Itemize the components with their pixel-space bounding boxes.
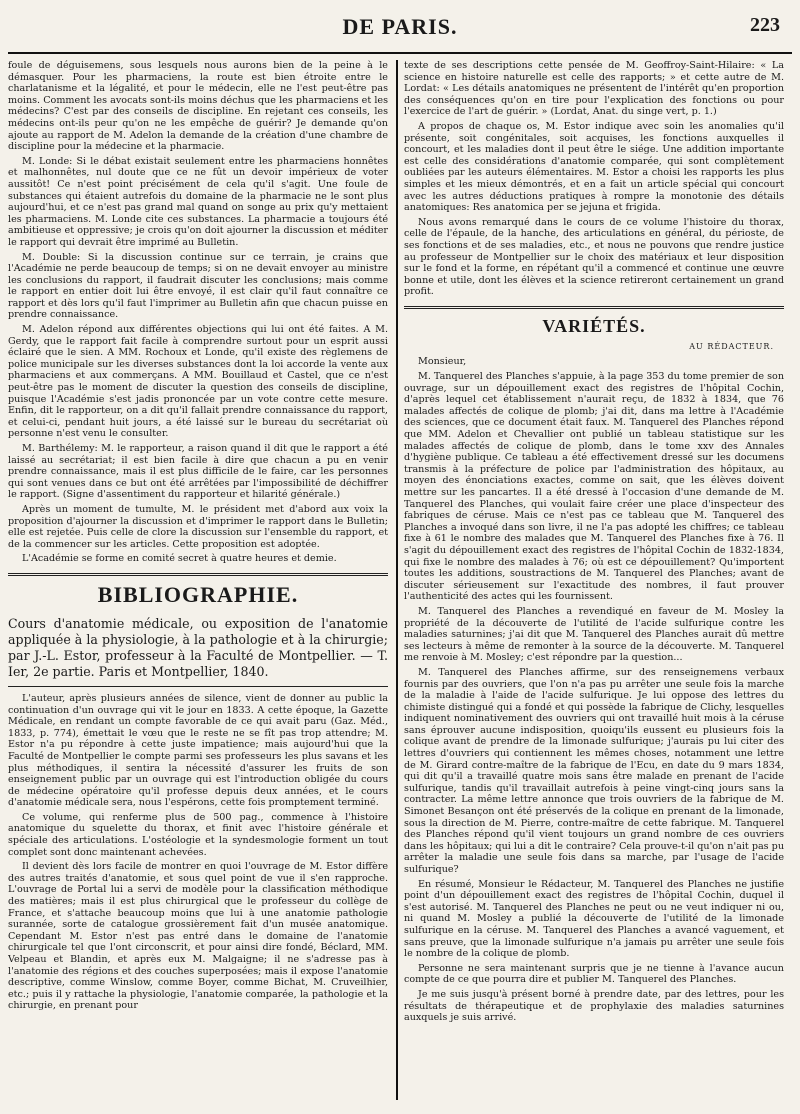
paragraph: Personne ne sera maintenant surpris que je ne tienne à l'avance aucun compte de ce que pourra dire et publier M. Tanquerel des Planches. [404, 962, 784, 986]
paragraph: L'auteur, après plusieurs années de silence, vient de donner au public la continuation d'un ouvrage qui vit le jour en 1833. A cette époque, la Gazette Médicale, en rendant un compte favorable de ce qui avait paru (Gaz. Méd., 1833, p. 774), émettait le vœu que le reste ne se fît pas trop attendre; M. Estor n'a pu répondre à cette juste impatience; mais aujourd'hui que la Faculté de Montpellier le compte parmi ses professeurs les plus savans et les plus méthodiques, il sentira la nécessité d'assurer les fruits de son enseignement public par un ouvrage qui est l'introduction obligée du cours de médecine opératoire qu'il professe depuis deux années, et le cours d'anatomie médicale sera, nous l'espérons, cette fois promptement terminé. [8, 692, 388, 809]
heading-rule [8, 686, 388, 687]
paragraph: M. Tanquerel des Planches a revendiqué en faveur de M. Mosley la propriété de la découverte de l'utilité de l'acide sulfurique contre les maladies saturnines; j'ai dit que M. Tanquerel des Planches aurait dû mettre ses lecteurs à même de remonter à la source de la découverte. M. Tanquerel me renvoie à M. Mosley; c'est répondre par la question... [404, 605, 784, 664]
paragraph: foule de déguisemens, sous lesquels nous aurons bien de la peine à le démasquer. Pour les pharmaciens, la route est bien étroite entre le charlatanisme et la légalité, et pour le médecin, elle ne l'est peut-être pas moins. Comment les avocats sont-ils moins déchus que les pharmaciens et les médecins? C'est par des conseils de discipline. En rejetant ces conseils, les médecins ont-ils peur qu'on ne les empêche de guérir? Je demande qu'on ajoute au rapport de M. Adelon la demande de la création d'une chambre de discipline pour la médecine et la pharmacie. [8, 60, 388, 153]
bibliography-title: BIBLIOGRAPHIE. [97, 581, 299, 607]
newspaper-page [8, 8, 792, 1106]
paragraph: Ce volume, qui renferme plus de 500 pag., commence à l'histoire anatomique du squelette du thorax, et finit avec l'histoire générale et spéciale des articulations. L'ostéologie et la syndesmologie forment un tout complet sont donc maintenant achevées. [8, 811, 388, 858]
paragraph: M. Londe: Si le débat existait seulement entre les pharmaciens honnêtes et malhonnêtes, nul doute que ce ne fût un devoir impérieux de voter aussitôt! Ce n'est point précisément de cela qu'il s'agit. Une foule de substances qui étaient autrefois du domaine de la pharmacie ne le sont plus aujourd'hui, et ce n'est pas grand mal quand on songe au prix qu'y mettaient les pharmaciens. M. Londe cite ces substances. La pharmacie a toujours été ambitieuse et oppressive; je crois qu'on doit ajourner la discussion et méditer le rapport qui devrait être imprimé au Bulletin. [8, 155, 388, 248]
varietes-title: VARIÉTÉS. [542, 315, 646, 336]
salutation: Monsieur, [418, 356, 467, 368]
paragraph: Après un moment de tumulte, M. le président met d'abord aux voix la proposition d'ajourner la discussion et d'imprimer le rapport dans le Bulletin; elle est rejetée. Puis celle de clore la discussion sur l'ensemble du rapport, et de la commencer sur les articles. Cette proposition est adoptée. [8, 503, 388, 550]
paragraph: Je me suis jusqu'à présent borné à prendre date, par des lettres, pour les résultats de thérapeutique et de prophylaxie des maladies saturnines auxquels je suis arrivé. [404, 988, 784, 1024]
paragraph: M. Barthélemy: M. le rapporteur, a raison quand il dit que le rapport a été laissé au secrétariat; il est bien facile à dire que chacun a pu en venir prendre connaissance, mais il est plus difficile de le faire, car les personnes qui sont venues dans ce but ont été arrêtées par l'impossibilité de déchiffrer le rapport. (Signe d'assentiment du rapporteur et hilarité générale.) [8, 443, 388, 501]
paragraph: M. Double: Si la discussion continue sur ce terrain, je crains que l'Académie ne perde beaucoup de temps; si on ne devait envoyer au ministre les conclusions du rapport, il faudrait discuter les conclusions; mais comme le rapport en entier doit lui être envoyé, il est clair qu'il faut connaître ce rapport et dès lors qu'il faut l'imprimer au Bulletin afin que chacun puisse en prendre connaissance. [8, 251, 388, 321]
paragraph: Nous avons remarqué dans le cours de ce volume l'histoire du thorax, celle de l'épaule, de la hanche, des articulations en général, du périoste, de ses fonctions et de ses maladies, etc., et nous ne pouvons que rendre justice au professeur de Montpellier sur le choix des matériaux et leur disposition sur le fond et la forme, en répétant qu'il a commencé et continue une œuvre bonne et utile, dont les élèves et la science retireront certainement un grand profit. [404, 216, 784, 298]
letter-addressee: AU RÉDACTEUR. [689, 341, 774, 351]
paragraph: L'Académie se forme en comité secret à quatre heures et demie. [22, 553, 337, 565]
bibliography-heading: Cours d'anatomie médicale, ou exposition de l'anatomie appliquée à la physiologie, à la pathologie et à la chirurgie; par J.-L. Estor, professeur à la Faculté de Montpellier. — T. Ier, 2e partie. Paris et Montpellier, 1840. [8, 615, 388, 679]
column-divider [396, 60, 398, 1100]
paragraph: texte de ses descriptions cette pensée de M. Geoffroy-Saint-Hilaire: « La science en histoire naturelle est celle des rapports; » et cette autre de M. Lordat: « Les détails anatomiques ne présentent de l'intérêt qu'en proportion des conséquences qu'on en tire pour l'explication des fonctions ou pour l'exercice de l'art de guérir. » (Lordat, Anat. du singe vert, p. 1.) [404, 60, 784, 118]
paragraph: Il devient dès lors facile de montrer en quoi l'ouvrage de M. Estor diffère des autres traités d'anatomie, et sous quel point de vue il s'en rapproche. L'ouvrage de Portal lui a servi de modèle pour la classification méthodique des matières; mais il est plus chirurgical que le professeur du collège de France, et s'attache beaucoup moins que lui à une anatomie pathologie surannée, sorte de catalogue grossièrement fait d'un musée anatomique. Cependant M. Estor n'est pas entré dans le domaine de l'anatomie chirurgicale tel que l'ont circonscrit, et pour ainsi dire fondé, Béclard, MM. Velpeau et Blandin, et après eux M. Malgaigne; il ne s'adresse pas à l'anatomie des régions et des couches superposées; mais il expose l'anatomie descriptive, comme Winslow, comme Boyer, comme Bichat, M. Cruveilhier, etc.; puis il y rattache la physiologie, l'anatomie comparée, la pathologie et la chirurgie, en prenant pour [8, 861, 388, 1012]
paragraph: M. Tanquerel des Planches s'appuie, à la page 353 du tome premier de son ouvrage, sur un dépouillement exact des registres de l'hôpital Cochin, d'après lequel cet établissement n'aurait reçu, de 1832 à 1834, que 76 malades affectés de colique de plomb; j'ai dit, dans ma lettre à l'Académie des sciences, que ce document était faux. M. Tanquerel des Planches répond que MM. Adelon et Chevallier ont publié un tableau statistique sur les malades affectés de colique de plomb, dans le tome xxv des Annales d'hygiène publique. Ce tableau a été effectivement dressé sur les documens transmis à la préfecture de police par l'administration des hôpitaux, au moyen des énonciations exactes, comme on sait, que les élèves doivent mettre sur les pancartes. Il a été dressé à l'occasion d'une demande de M. Tanquerel des Planches, qui voulait faire créer une place d'inspecteur des fabriques de céruse. Mais ce n'est pas ce tableau que M. Tanquerel des Planches a invoqué dans son livre, il ne l'a pas adopté les chiffres; ce tableau fixe à 61 le nombre des malades que M. Tanquerel des Planches fixe à 76. Il s'agit du dépouillement exact des registres de l'hôpital Cochin de 1832-1834, qui fixe le nombre des malades à 76; où est ce dépouillement? Qu'importent toutes les additions, soustractions de M. Tanquerel des Planches; avant de discuter sérieusement sur l'exactitude des nombres, il faut prouver l'authenticité des actes qui les fournissent. [404, 371, 784, 603]
left-column [8, 60, 388, 1100]
section-divider [8, 573, 388, 576]
running-title: DE PARIS. [342, 14, 458, 39]
paragraph: M. Tanquerel des Planches affirme, sur des renseignemens verbaux fournis par des ouvriers, que l'on n'a pas pu arrêter une seule fois la marche de la maladie à l'aide de l'acide sulfurique. Je lui oppose des lettres du chimiste distingué qui a fondé et qui possède la fabrique de Clichy, lesquelles indiquent nominativement des ouvriers qui ont travaillé huit mois à la céruse sans éprouver aucune indisposition, quoiqu'ils eussent eu plusieurs fois la colique avant de prendre de la limonade sulfurique; j'aurais pu lui citer des lettres d'ouvriers qui contiennent les mêmes choses, notamment une lettre de M. Girard contre-maître de la fabrique de l'Ecu, en date du 9 mars 1834, qui dit qu'il a travaillé quatre mois sans être malade en prenant de l'acide sulfurique, tandis qu'il travaillait autrefois à peine vingt-cinq jours sans la contracter. La même lettre annonce que trois ouvriers de la fabrique de M. Simonet Besançon ont été préservés de la colique en prenant de la limonade, sous la direction de M. Pierre, contre-maître de cette fabrique. M. Tanquerel des Planches répond qu'il vient toujours un grand nombre de ces ouvriers dans les hôpitaux; qui lui a dit le contraire? Cela prouve-t-il qu'on n'ait pas pu arrêter la maladie une seule fois dans sa marche, par l'usage de l'acide sulfurique? [404, 666, 784, 875]
right-column [404, 60, 784, 1100]
paragraph: A propos de chaque os, M. Estor indique avec soin les anomalies qu'il présente, soit congénitales, soit acquises, les fonctions auxquelles il concourt, et les maladies dont il peut être le siége. Une addition importante est celle des considérations d'anatomie comparée, qui sont complètement oubliées par les auteurs élémentaires. M. Estor a choisi les rapports les plus simples et les mieux démontrés, et en a fait un article spécial qui concourt avec les autres déductions pratiques à rompre la monotonie des détails anatomiques: Res anatomica per se jejuna et frigida. [404, 120, 784, 214]
page-header [8, 8, 792, 54]
paragraph: M. Adelon répond aux différentes objections qui lui ont été faites. A M. Gerdy, que le rapport fait facile à comprendre surtout pour un esprit aussi éclairé que le sien. A MM. Rochoux et Londe, qu'il existe des règlemens de police municipale sur les diverses substances dont la loi accorde la vente aux pharmaciens et aux commerçans. A MM. Bouillaud et Castel, que ce n'est peut-être pas le moment de discuter la question des conseils de discipline, puisque l'Académie s'est jadis prononcée par un vote contre cette mesure. Enfin, dit le rapporteur, on a dit qu'il fallait prendre connaissance du rapport, et celui-ci, pendant huit jours, a été laissé sur le bureau du secrétariat où personne n'est venu le consulter. [8, 324, 388, 440]
section-divider [404, 306, 784, 309]
paragraph: En résumé, Monsieur le Rédacteur, M. Tanquerel des Planches ne justifie point d'un dépouillement exact des registres de l'hôpital Cochin, duquel il s'est autorisé. M. Tanquerel des Planches ne peut ou ne veut indiquer ni ou, ni quand M. Mosley a publié la découverte de l'utilité de la limonade sulfurique en la céruse. M. Tanquerel des Planches a avancé vaguement, et sans preuve, que la limonade sulfurique n'a jamais pu arrêter une seule fois le nombre de la colique de plomb. [404, 878, 784, 960]
page-number: 223 [750, 14, 780, 36]
